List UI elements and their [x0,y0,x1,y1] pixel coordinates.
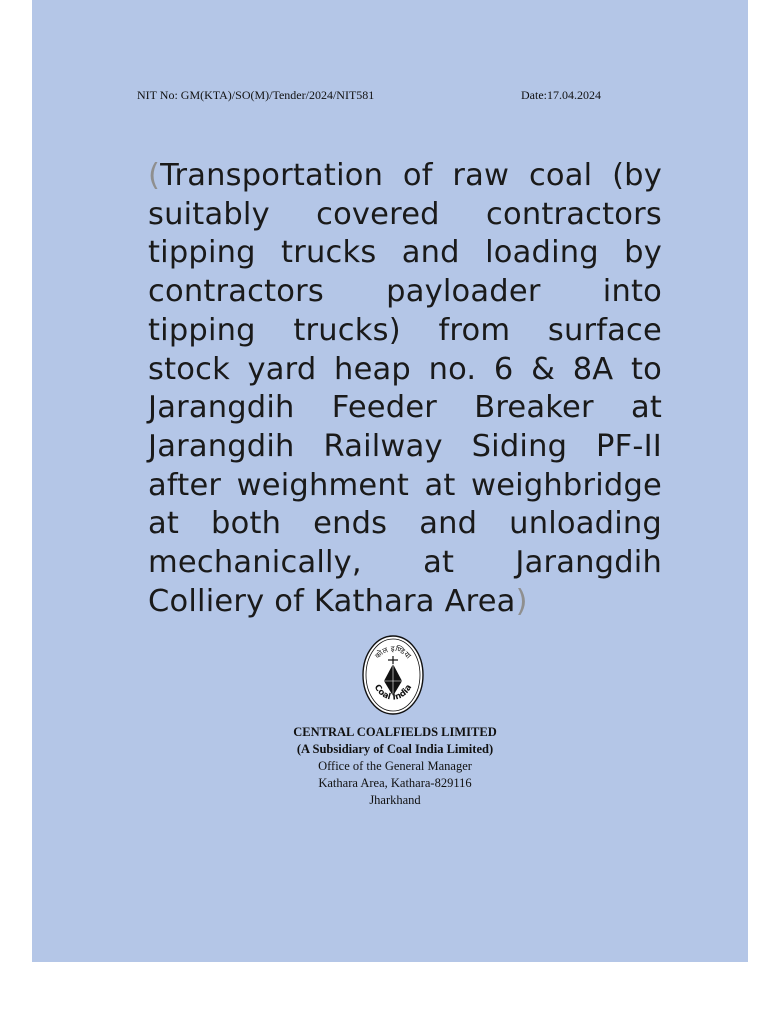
org-office: Office of the General Manager [318,759,472,773]
title-close-paren: ) [515,583,528,619]
org-address: Kathara Area, Kathara-829116 [318,776,472,790]
document-page [32,0,748,962]
logo-bottom-text: Coal India [371,682,415,703]
logo-top-text: कोल इण्डिया [373,644,413,661]
org-state: Jharkhand [369,793,421,807]
nit-number: NIT No: GM(KTA)/SO(M)/Tender/2024/NIT581 [137,88,375,102]
org-subsidiary: (A Subsidiary of Coal India Limited) [296,742,494,756]
title-open-paren: ( [148,158,161,193]
organization-block [32,724,758,809]
org-name: CENTRAL COALFIELDS LIMITED [293,725,497,739]
tender-title [148,157,662,621]
title-text: Transportation of raw coal (by suitably covered contractors tipping trucks and loading by contractors payloader into tipping trucks) from surface stock yard heap no. 6 & 8A to Jarangdih Feeder Breaker at Jarangdih Railway Siding PF-II after weighment at weighbridge at both ends and unloading mechanically, at Jarangdih Colliery of Kathara Area [148,158,662,619]
coal-india-logo [362,634,424,716]
nit-date: Date:17.04.2024 [521,88,601,102]
